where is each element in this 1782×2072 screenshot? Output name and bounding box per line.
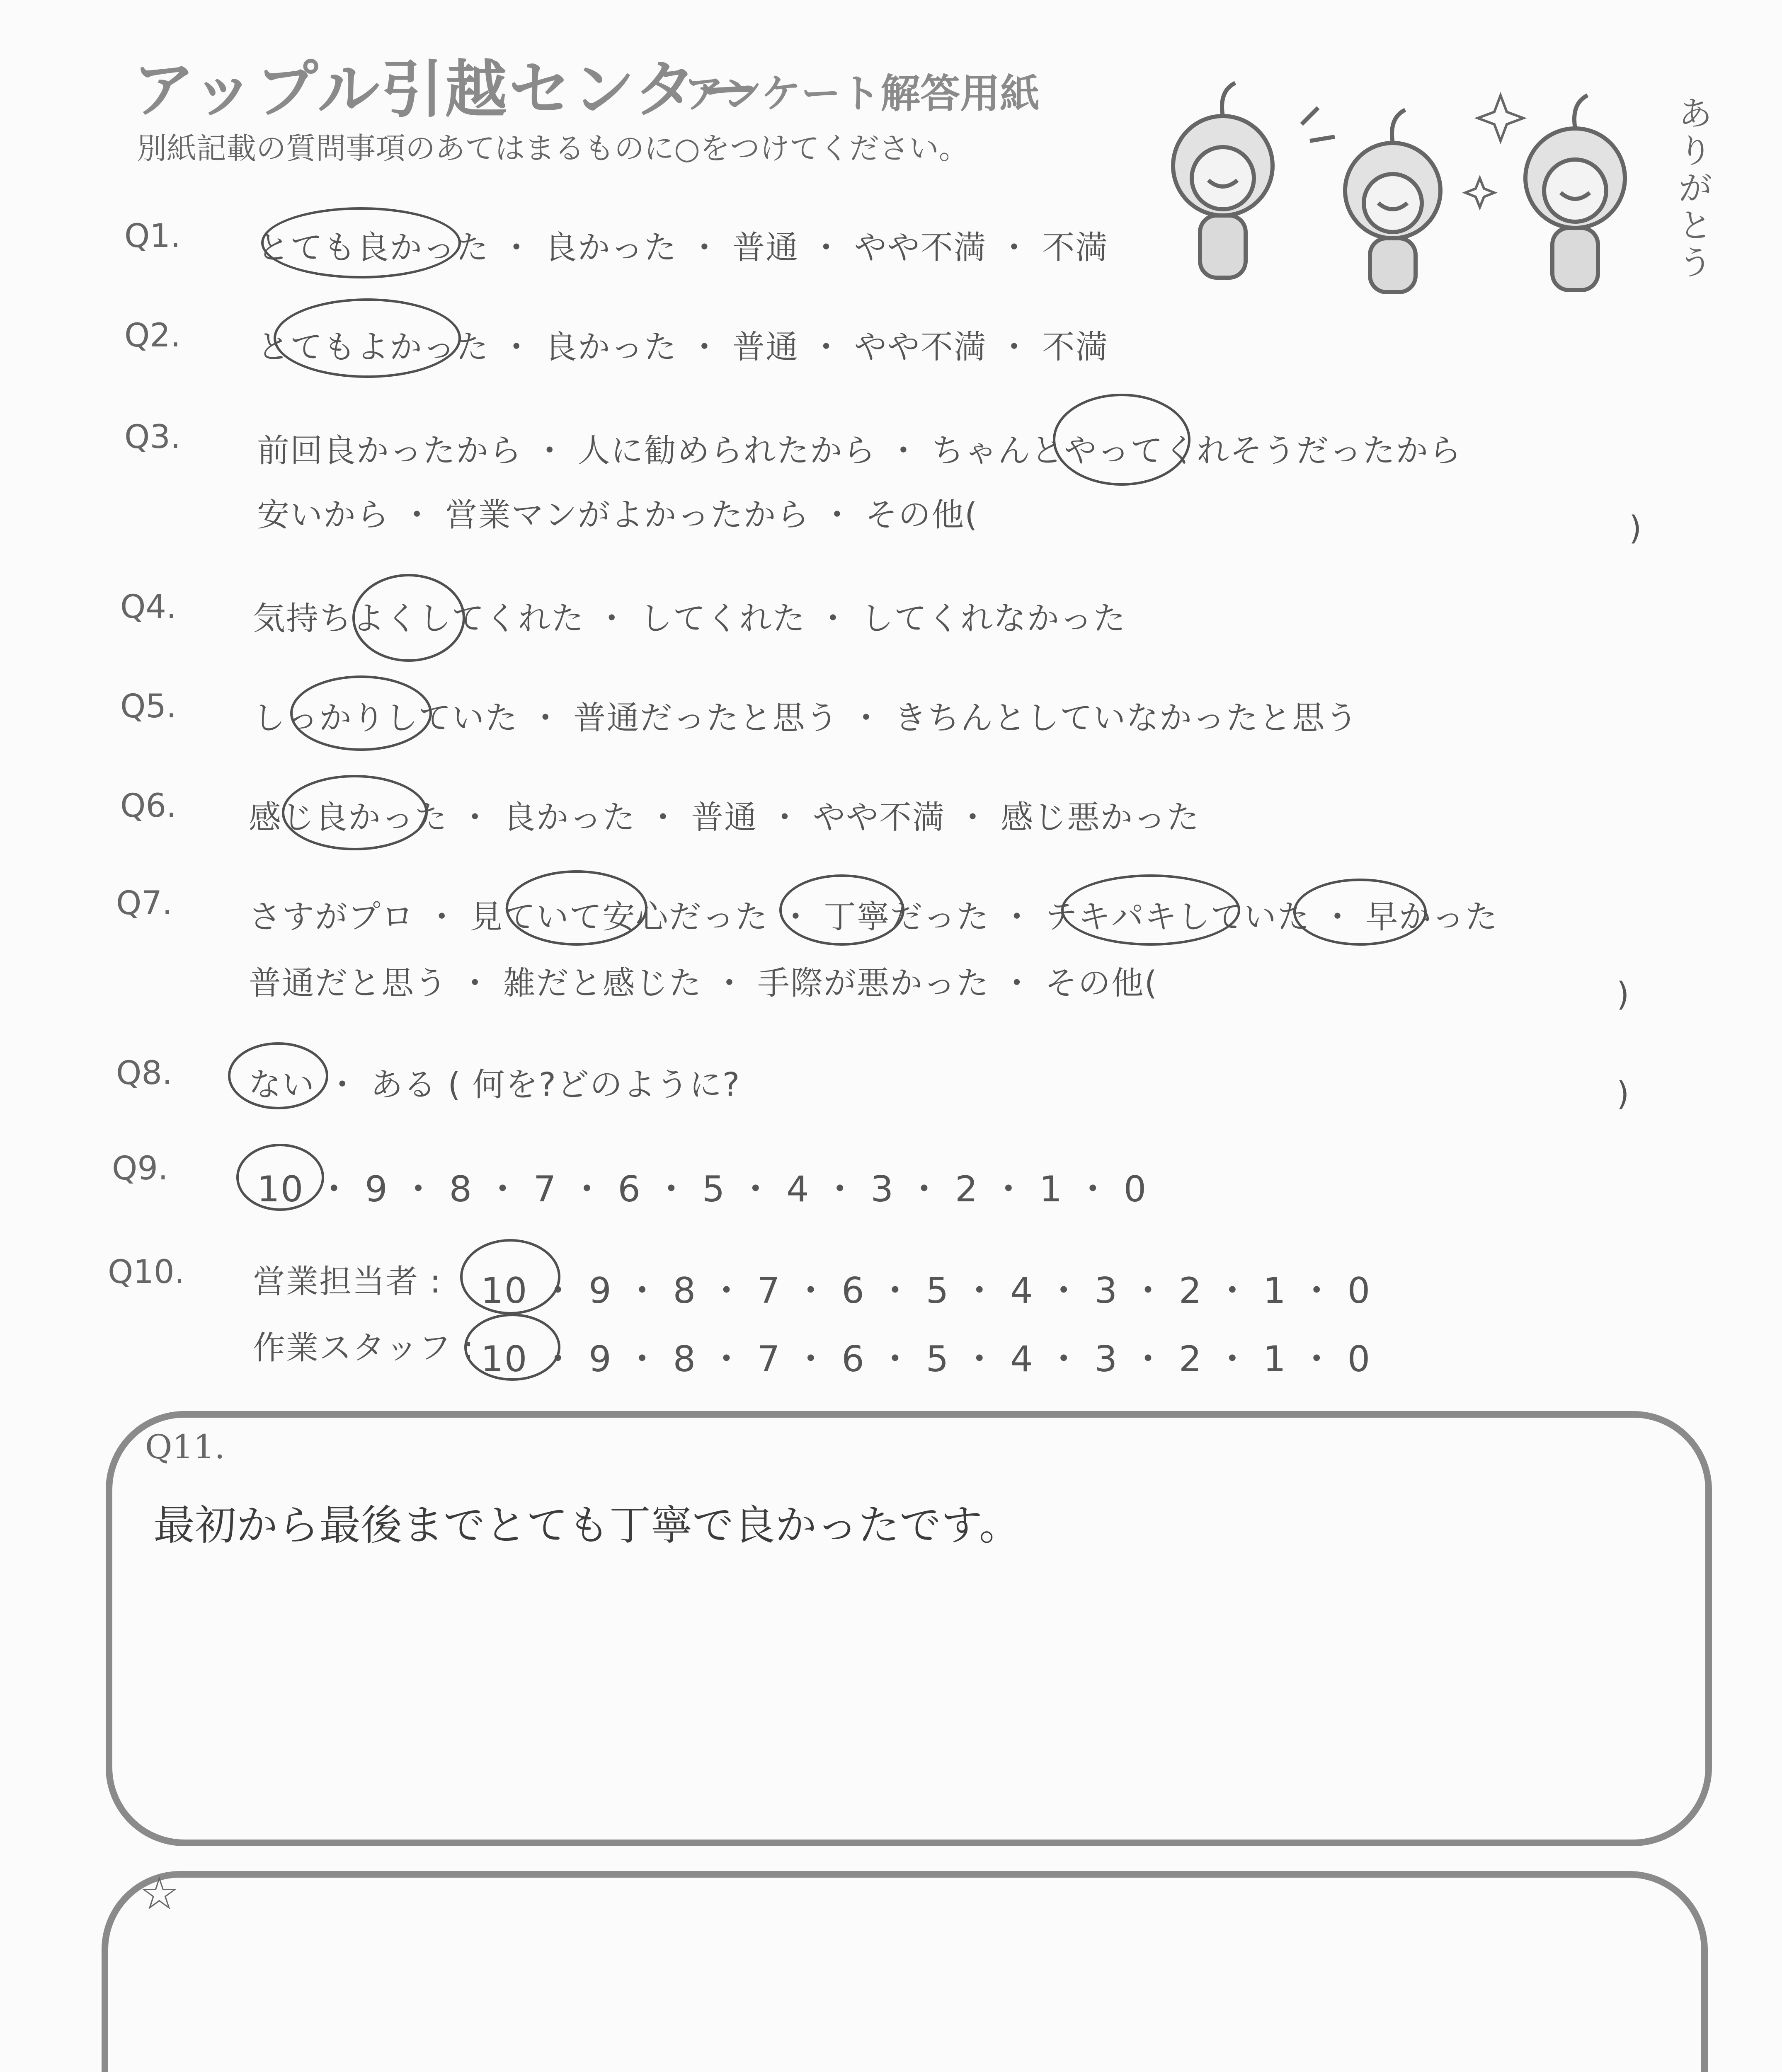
mascot-thanks-text: ありがとう [1679, 94, 1712, 282]
q3-options-line2[interactable]: 安いから ・ 営業マンがよかったから ・ その他( [257, 496, 978, 534]
q8-close-paren: ) [1617, 1075, 1629, 1113]
q3-options-line1[interactable]: 前回良かったから ・ 人に勧められたから ・ ちゃんとやってくれそうだったから [257, 432, 1462, 470]
q4-label: Q4. [120, 588, 177, 626]
q6-label: Q6. [120, 787, 177, 825]
q10-staff-scale[interactable]: 10 ・ 9 ・ 8 ・ 7 ・ 6 ・ 5 ・ 4 ・ 3 ・ 2 ・ 1 ・ 0 [481, 1339, 1371, 1380]
q9-scale[interactable]: 10 ・ 9 ・ 8 ・ 7 ・ 6 ・ 5 ・ 4 ・ 3 ・ 2 ・ 1 ・ 0 [257, 1169, 1147, 1210]
q1-label: Q1. [124, 218, 181, 255]
q11-label: Q11. [145, 1428, 225, 1466]
q10-sales-selected-mark [460, 1239, 560, 1314]
q3-close-paren: ) [1629, 510, 1642, 547]
q10-label: Q10. [108, 1254, 185, 1291]
q7-options-line1[interactable]: さすがプロ ・ 見ていて安心だった ・ 丁寧だった ・ テキパキしていた ・ 早かった [249, 898, 1498, 936]
q6-options[interactable]: 感じ良かった ・ 良かった ・ 普通 ・ やや不満 ・ 感じ悪かった [249, 799, 1200, 836]
q1-options[interactable]: とても良かった ・ 良かった ・ 普通 ・ やや不満 ・ 不満 [257, 229, 1109, 266]
q10-sales-label: 営業担当者 : [253, 1263, 442, 1300]
q9-label: Q9. [112, 1150, 168, 1187]
q7-close-paren: ) [1617, 976, 1629, 1013]
q7-selected-mark-tekipaki [1061, 874, 1240, 946]
q7-selected-mark-hayakatta [1293, 879, 1427, 946]
instruction-text: 別紙記載の質問事項のあてはまるものに○をつけてください。 [137, 131, 969, 166]
star-icon: ☆ [139, 1867, 180, 1920]
q5-options[interactable]: しっかりしていた ・ 普通だったと思う ・ きちんとしていなかったと思う [253, 700, 1359, 737]
mascot-illustration [1161, 70, 1716, 303]
form-title: アップル引越センター [133, 54, 762, 126]
q8-label: Q8. [116, 1055, 172, 1092]
q6-selected-mark [282, 775, 428, 850]
q11-comment-box[interactable] [106, 1411, 1712, 1846]
q7-options-line2[interactable]: 普通だと思う ・ 雑だと感じた ・ 手際が悪かった ・ その他( [249, 965, 1158, 1002]
q10-staff-selected-mark [464, 1314, 560, 1381]
star-comment-box[interactable] [102, 1871, 1708, 2072]
q7-selected-mark-teinei [779, 874, 904, 946]
q10-sales-scale[interactable]: 10 ・ 9 ・ 8 ・ 7 ・ 6 ・ 5 ・ 4 ・ 3 ・ 2 ・ 1 ・ 0 [481, 1270, 1371, 1312]
q2-options[interactable]: とてもよかった ・ 良かった ・ 普通 ・ やや不満 ・ 不満 [257, 329, 1109, 366]
q2-label: Q2. [124, 317, 181, 354]
q8-options[interactable]: ない ・ ある ( 何を?どのように? [249, 1066, 741, 1104]
q7-selected-mark-anshin [506, 870, 647, 946]
q11-answer: 最初から最後までとても丁寧で良かったです。 [153, 1501, 1021, 1549]
q4-options[interactable]: 気持ちよくしてくれた ・ してくれた ・ してくれなかった [253, 600, 1127, 637]
q8-selected-mark [228, 1042, 328, 1109]
q9-selected-mark [236, 1144, 324, 1211]
q4-selected-mark [352, 574, 465, 662]
q5-selected-mark [290, 675, 432, 751]
monkey-mascots-icon [1161, 70, 1716, 303]
q7-label: Q7. [116, 885, 172, 922]
q3-selected-mark [1053, 394, 1190, 486]
form-subtitle: アンケート解答用紙 [684, 70, 1040, 117]
q2-selected-mark [274, 298, 461, 378]
q3-label: Q3. [124, 419, 181, 456]
q5-label: Q5. [120, 688, 177, 725]
q10-staff-label: 作業スタッフ : [253, 1329, 475, 1367]
q1-selected-mark [261, 207, 461, 278]
